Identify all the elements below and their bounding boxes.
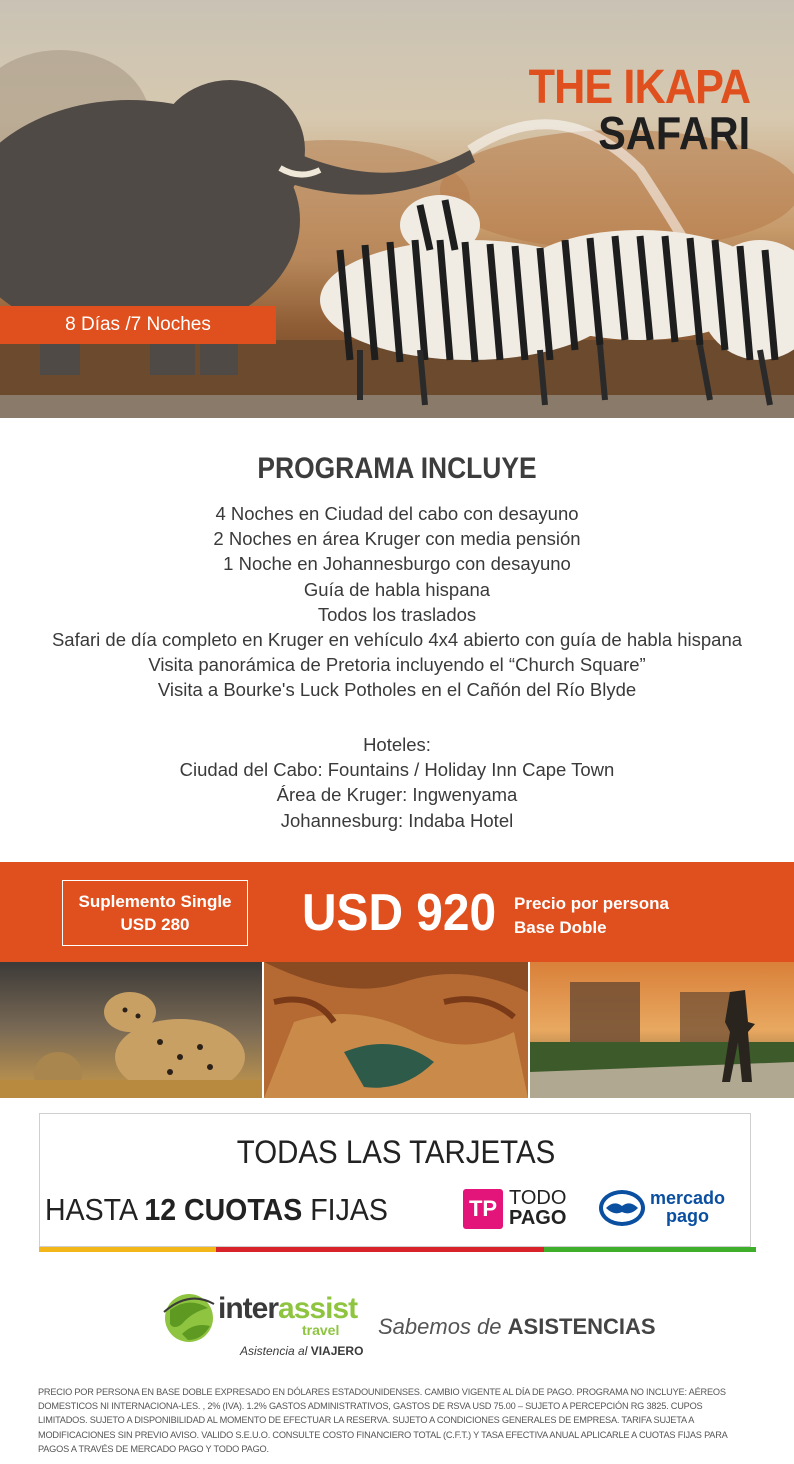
mercadopago-text bbox=[650, 1189, 725, 1225]
hotels-section bbox=[0, 732, 794, 833]
hotel-item: Ciudad del Cabo: Fountains / Holiday Inn Cape Town bbox=[179, 759, 615, 781]
single-supplement-label: Suplemento Single bbox=[78, 892, 232, 911]
hotel-item: Johannesburg: Indaba Hotel bbox=[280, 809, 514, 831]
list-item: Todos los traslados bbox=[317, 603, 477, 625]
hero-banner bbox=[0, 0, 794, 418]
installments-prefix: HASTA bbox=[45, 1192, 137, 1227]
price-band bbox=[0, 862, 794, 962]
globe-icon bbox=[162, 1290, 216, 1346]
slogan bbox=[378, 1314, 656, 1340]
legal-text: PRECIO POR PERSONA EN BASE DOBLE EXPRESADO EN DÓLARES ESTADOUNIDENSES. CAMBIO VIGENTE AL DÍA DE PAGO. PROGRAMA NO INCLUYE: AÉREOS DOMESTICOS NI INTERNACIONA-LES. , 2% (IVA). 1.2% GASTOS ADMINISTRATIVOS, GASTOS DE RSVA USD 75.00 – SUJETO A PERCEPCIÓN RG 3825. CUPOS LIMITADOS. SUJETO A DISPONIBILIDAD AL MOMENTO DE EFECTUAR LA RESERVA. SUJETO A CONDICIONES GENERALES DE EMPRESA. TARIFA SUJETA A MODIFICACIONES SIN PREVIO AVISO. VALIDO S.E.U.O. CONSULTE COSTO FINANCIERO TOTAL (C.F.T.) Y TASA EFECTIVA ANUAL APLICARLE A CUOTAS FIJAS PARA PAGOS A TRAVÉS DE MERCADO PAGO Y TODO PAGO. bbox=[38, 1387, 728, 1454]
list-item: 1 Noche en Johannesburgo con desayuno bbox=[223, 553, 571, 575]
program-includes-list bbox=[0, 501, 794, 703]
hero-title-line2: SAFARI bbox=[598, 107, 750, 159]
list-item: Visita panorámica de Pretoria incluyendo el “Church Square” bbox=[148, 654, 646, 676]
list-item: Visita a Bourke's Luck Potholes en el Cañón del Río Blyde bbox=[157, 679, 637, 701]
list-item: Guía de habla hispana bbox=[303, 578, 491, 600]
photo-strip bbox=[0, 962, 794, 1098]
program-title: PROGRAMA INCLUYE bbox=[257, 452, 537, 485]
single-supplement-box bbox=[62, 880, 248, 946]
brand-name-b: assist bbox=[278, 1292, 358, 1325]
mercadopago-logo bbox=[598, 1186, 728, 1232]
installments-suffix: FIJAS bbox=[310, 1192, 388, 1227]
installments-text bbox=[45, 1192, 388, 1228]
hero-title-line1: THE IKAPA bbox=[528, 61, 750, 114]
slogan-a: Sabemos de bbox=[378, 1314, 502, 1339]
todopago-text bbox=[509, 1188, 566, 1228]
price-note-line1: Precio por persona bbox=[514, 894, 669, 913]
price-note bbox=[514, 892, 669, 940]
brand-name-a: inter bbox=[218, 1292, 279, 1325]
brand-travel: travel bbox=[302, 1322, 340, 1338]
interassist-logo bbox=[162, 1288, 362, 1360]
canyon-photo bbox=[264, 962, 528, 1098]
mercadopago-line1: mercado bbox=[650, 1188, 726, 1208]
list-item: 2 Noches en área Kruger con media pensión bbox=[213, 528, 581, 550]
brand-subtitle-a: Asistencia al bbox=[240, 1344, 308, 1358]
list-item: Safari de día completo en Kruger en vehículo 4x4 abierto con guía de habla hispana bbox=[51, 629, 743, 651]
stripe-green bbox=[544, 1247, 756, 1252]
slogan-b: ASISTENCIAS bbox=[507, 1314, 656, 1339]
todopago-icon: TP bbox=[463, 1189, 503, 1229]
cards-title: TODAS LAS TARJETAS bbox=[236, 1134, 556, 1170]
payment-box bbox=[39, 1113, 751, 1247]
installments-count: 12 CUOTAS bbox=[144, 1192, 303, 1227]
stripe-yellow bbox=[39, 1247, 216, 1252]
brand-subtitle-b: VIAJERO bbox=[310, 1344, 364, 1358]
hotel-item: Área de Kruger: Ingwenyama bbox=[276, 784, 518, 806]
price-note-line2: Base Doble bbox=[514, 918, 607, 937]
duration-badge: 8 Días /7 Noches bbox=[0, 306, 276, 344]
hotels-title: Hoteles: bbox=[363, 734, 431, 755]
single-supplement-price: USD 280 bbox=[120, 915, 190, 934]
list-item: 4 Noches en Ciudad del cabo con desayuno bbox=[215, 503, 579, 524]
todopago-line1: TODO bbox=[509, 1187, 567, 1209]
main-price: USD 920 bbox=[302, 884, 497, 942]
handshake-icon bbox=[598, 1188, 646, 1228]
todopago-line2: PAGO bbox=[509, 1207, 567, 1229]
stripe-red bbox=[216, 1247, 544, 1252]
brand-subtitle bbox=[240, 1344, 363, 1358]
pretoria-photo bbox=[530, 962, 794, 1098]
brand-name bbox=[218, 1294, 357, 1324]
mercadopago-line2: pago bbox=[666, 1206, 710, 1226]
cheetah-photo bbox=[0, 962, 262, 1098]
hero-title bbox=[504, 61, 750, 159]
todopago-logo bbox=[463, 1187, 573, 1231]
